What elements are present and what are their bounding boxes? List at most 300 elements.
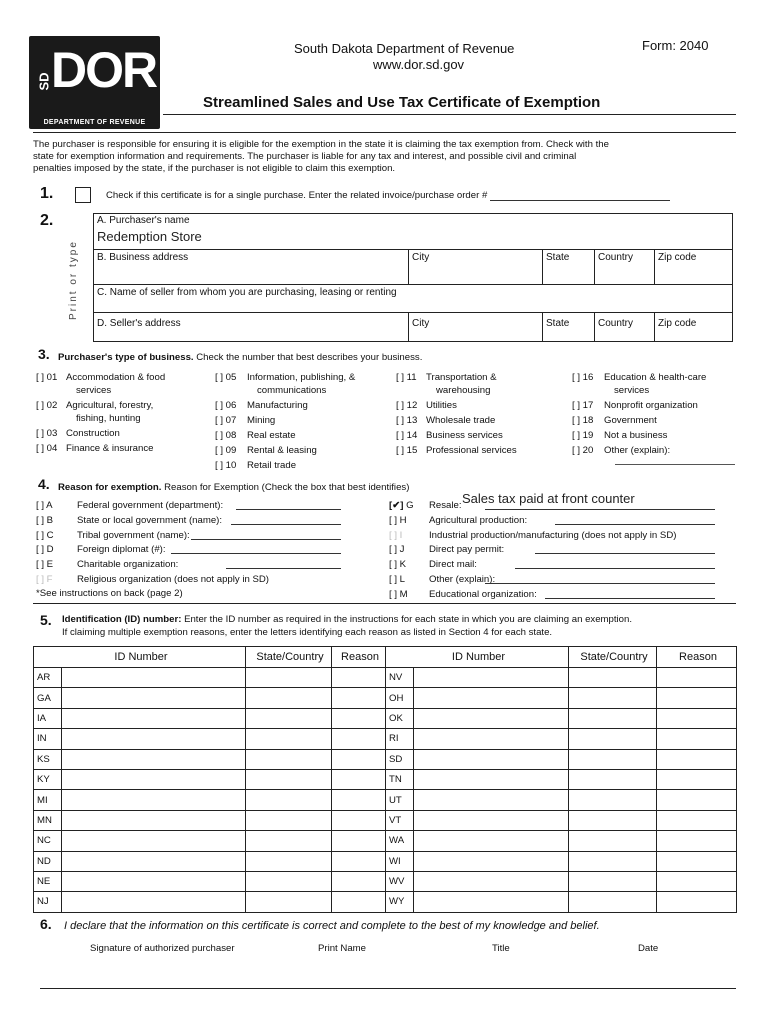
business-type-number: 05 bbox=[225, 372, 237, 383]
business-type-number: 01 bbox=[46, 372, 58, 383]
state-country-cell[interactable] bbox=[246, 688, 332, 708]
business-type-option[interactable] bbox=[36, 372, 166, 383]
print-name-label: Print Name bbox=[318, 943, 366, 954]
id-number-cell[interactable] bbox=[62, 892, 246, 912]
exemption-letter: K bbox=[399, 559, 407, 571]
id-number-cell[interactable] bbox=[414, 892, 569, 912]
state-code: IN bbox=[34, 729, 62, 749]
business-type-label: Construction bbox=[66, 428, 120, 439]
business-type-checkbox[interactable]: [ ] bbox=[396, 400, 404, 411]
business-type-option[interactable] bbox=[36, 400, 154, 411]
exemption-checkbox[interactable]: [ ] bbox=[389, 559, 397, 571]
business-type-label: Other (explain): bbox=[604, 445, 671, 456]
reason-cell[interactable] bbox=[657, 729, 737, 749]
state-country-cell[interactable] bbox=[569, 668, 657, 688]
reason-cell[interactable] bbox=[657, 668, 737, 688]
exemption-option-c[interactable] bbox=[36, 529, 190, 541]
cell-divider bbox=[594, 312, 595, 341]
row-divider bbox=[94, 249, 732, 250]
business-type-label: Professional services bbox=[426, 445, 517, 456]
id-table-row bbox=[34, 851, 737, 871]
reason-cell[interactable] bbox=[332, 749, 386, 769]
section-4-subtitle: Reason for Exemption (Check the box that best identifies) bbox=[164, 482, 410, 493]
state-country-cell[interactable] bbox=[569, 871, 657, 891]
id-number-cell[interactable] bbox=[62, 831, 246, 851]
signature-line[interactable] bbox=[40, 988, 736, 989]
exemption-checkbox[interactable]: [ ] bbox=[389, 574, 397, 585]
section-5-line-1 bbox=[62, 614, 632, 625]
single-purchase-text: Check if this certificate is for a single purchase. Enter the related invoice/purchase order # bbox=[106, 190, 488, 201]
section-4-title: Reason for exemption. bbox=[58, 482, 162, 493]
exemption-checkbox[interactable]: [ ] bbox=[36, 529, 44, 541]
section-3-subtitle: Check the number that best describes your business. bbox=[196, 352, 423, 363]
business-type-option[interactable] bbox=[396, 430, 503, 441]
business-type-option[interactable] bbox=[572, 445, 671, 456]
state-code: OH bbox=[386, 688, 414, 708]
business-type-label-cont: services bbox=[76, 385, 112, 396]
id-number-cell[interactable] bbox=[62, 769, 246, 789]
business-type-checkbox[interactable]: [ ] bbox=[572, 445, 580, 456]
business-type-option[interactable] bbox=[215, 460, 297, 471]
business-type-label-cont: fishing, hunting bbox=[76, 413, 141, 424]
id-table-header bbox=[34, 647, 737, 668]
cell-divider bbox=[542, 312, 543, 341]
business-type-checkbox[interactable]: [ ] bbox=[215, 415, 223, 426]
state-code: KY bbox=[34, 769, 62, 789]
exemption-blank[interactable] bbox=[226, 559, 341, 569]
reason-cell[interactable] bbox=[332, 871, 386, 891]
business-type-label: Nonprofit organization bbox=[604, 400, 698, 411]
exemption-letter: A bbox=[46, 500, 53, 511]
business-type-checkbox[interactable]: [ ] bbox=[215, 460, 223, 471]
exemption-letter: M bbox=[399, 588, 408, 600]
exemption-blank[interactable] bbox=[236, 500, 341, 510]
exemption-label: Religious organization (does not apply in SD) bbox=[77, 574, 269, 585]
reason-cell[interactable] bbox=[657, 790, 737, 810]
business-type-option[interactable] bbox=[36, 443, 154, 454]
dor-logo bbox=[29, 36, 160, 129]
exemption-label: Foreign diplomat (#): bbox=[77, 544, 166, 556]
state-country-cell[interactable] bbox=[569, 729, 657, 749]
exemption-label: Educational organization: bbox=[429, 588, 537, 600]
reason-cell[interactable] bbox=[332, 892, 386, 912]
business-type-label: Utilities bbox=[426, 400, 457, 411]
state-code: MI bbox=[34, 790, 62, 810]
section-3-heading bbox=[58, 352, 422, 363]
exemption-checkbox[interactable]: [ ] bbox=[36, 500, 44, 511]
state-country-cell[interactable] bbox=[569, 708, 657, 728]
title-label: Title bbox=[492, 943, 510, 954]
state-country-cell[interactable] bbox=[569, 810, 657, 830]
section-5-text-2: If claiming multiple exemption reasons, enter the letters identifying each reason as listed in Section 4 for each state. bbox=[62, 627, 553, 638]
id-number-cell[interactable] bbox=[414, 831, 569, 851]
exemption-option-i[interactable] bbox=[389, 529, 677, 541]
business-type-option[interactable] bbox=[215, 400, 308, 411]
instructions-note: *See instructions on back (page 2) bbox=[36, 588, 183, 599]
business-type-number: 10 bbox=[225, 460, 237, 471]
business-type-checkbox[interactable]: [ ] bbox=[215, 400, 223, 411]
id-number-cell[interactable] bbox=[62, 749, 246, 769]
id-number-cell[interactable] bbox=[62, 688, 246, 708]
reason-cell[interactable] bbox=[332, 851, 386, 871]
state-code: NE bbox=[34, 871, 62, 891]
exemption-checkbox[interactable]: [ ] bbox=[36, 544, 44, 556]
state-country-cell[interactable] bbox=[569, 749, 657, 769]
business-type-checkbox[interactable]: [ ] bbox=[396, 445, 404, 456]
id-number-cell[interactable] bbox=[414, 749, 569, 769]
state-country-cell[interactable] bbox=[246, 790, 332, 810]
exemption-option-l[interactable] bbox=[389, 574, 496, 585]
id-table-row bbox=[34, 729, 737, 749]
business-type-number: 18 bbox=[582, 415, 594, 426]
business-type-label: Education & health-care bbox=[604, 372, 707, 383]
exemption-letter: L bbox=[399, 574, 406, 585]
exemption-checkbox[interactable]: [✔] bbox=[389, 500, 404, 511]
purchaser-name-value[interactable]: Redemption Store bbox=[97, 229, 202, 244]
form-title: Streamlined Sales and Use Tax Certificate of Exemption bbox=[203, 94, 601, 111]
business-type-label: Accommodation & food bbox=[66, 372, 166, 383]
business-type-checkbox[interactable]: [ ] bbox=[572, 430, 580, 441]
exemption-letter: B bbox=[46, 514, 54, 526]
row-divider bbox=[94, 312, 732, 313]
business-type-number: 03 bbox=[46, 428, 58, 439]
exemption-label: Charitable organization: bbox=[77, 559, 179, 571]
business-type-option[interactable] bbox=[572, 430, 668, 441]
state-code: NV bbox=[386, 668, 414, 688]
exemption-blank[interactable] bbox=[535, 544, 715, 554]
exemption-blank[interactable] bbox=[485, 574, 715, 584]
id-number-cell[interactable] bbox=[414, 769, 569, 789]
business-type-number: 14 bbox=[406, 430, 418, 441]
business-type-option[interactable] bbox=[396, 400, 457, 411]
exemption-letter: J bbox=[399, 544, 405, 556]
exemption-option-j[interactable] bbox=[389, 544, 505, 556]
reason-cell[interactable] bbox=[332, 668, 386, 688]
id-number-table bbox=[33, 646, 737, 913]
id-table-row bbox=[34, 688, 737, 708]
exemption-checkbox[interactable]: [ ] bbox=[389, 514, 397, 526]
state-country-cell[interactable] bbox=[246, 749, 332, 769]
state-code: KS bbox=[34, 749, 62, 769]
exemption-option-m[interactable] bbox=[389, 588, 537, 600]
id-number-cell[interactable] bbox=[62, 668, 246, 688]
form-number: Form: 2040 bbox=[642, 38, 709, 53]
business-type-checkbox[interactable]: [ ] bbox=[572, 415, 580, 426]
business-type-checkbox[interactable]: [ ] bbox=[396, 372, 404, 383]
exemption-option-e[interactable] bbox=[36, 559, 179, 571]
business-type-option[interactable] bbox=[572, 400, 698, 411]
intro-line-1: The purchaser is responsible for ensuring it is eligible for the exemption in the state it is claiming the tax exemption from. Check with the bbox=[33, 139, 609, 150]
id-number-cell[interactable] bbox=[414, 871, 569, 891]
exemption-label: Other (explain): bbox=[429, 574, 496, 585]
state-country-cell[interactable] bbox=[246, 892, 332, 912]
seller-city-label: City bbox=[412, 318, 430, 329]
id-table-row bbox=[34, 810, 737, 830]
reason-cell[interactable] bbox=[332, 708, 386, 728]
cell-divider bbox=[654, 249, 655, 284]
exemption-label: Resale: bbox=[429, 500, 462, 511]
business-type-checkbox[interactable]: [ ] bbox=[215, 372, 223, 383]
section-5-text-1: Enter the ID number as required in the instructions for each state in which you are claiming an exemption. bbox=[184, 614, 633, 625]
state-code: SD bbox=[386, 749, 414, 769]
state-code: WA bbox=[386, 831, 414, 851]
business-city-label: City bbox=[412, 252, 430, 263]
state-code: UT bbox=[386, 790, 414, 810]
business-type-checkbox[interactable]: [ ] bbox=[36, 428, 44, 439]
id-table-row bbox=[34, 831, 737, 851]
reason-cell[interactable] bbox=[657, 871, 737, 891]
reason-cell[interactable] bbox=[657, 749, 737, 769]
id-number-cell[interactable] bbox=[414, 668, 569, 688]
state-country-cell[interactable] bbox=[246, 851, 332, 871]
exemption-blank[interactable] bbox=[555, 515, 715, 525]
reason-cell[interactable] bbox=[657, 708, 737, 728]
exemption-checkbox[interactable]: [ ] bbox=[36, 514, 44, 526]
business-type-checkbox[interactable]: [ ] bbox=[36, 443, 44, 454]
business-type-checkbox[interactable]: [ ] bbox=[396, 415, 404, 426]
business-type-label: Retail trade bbox=[247, 460, 297, 471]
id-number-cell[interactable] bbox=[414, 851, 569, 871]
id-number-cell[interactable] bbox=[62, 708, 246, 728]
exemption-letter: D bbox=[46, 544, 54, 556]
reason-cell[interactable] bbox=[657, 688, 737, 708]
cell-divider bbox=[594, 249, 595, 284]
invoice-number-field[interactable] bbox=[490, 191, 670, 201]
reason-cell[interactable] bbox=[332, 729, 386, 749]
id-number-cell[interactable] bbox=[62, 810, 246, 830]
business-type-option[interactable] bbox=[572, 415, 657, 426]
section-6-number: 6. bbox=[40, 916, 52, 932]
exemption-option-d[interactable] bbox=[36, 544, 166, 556]
id-number-cell[interactable] bbox=[62, 729, 246, 749]
state-code: NJ bbox=[34, 892, 62, 912]
id-number-cell[interactable] bbox=[62, 851, 246, 871]
business-type-number: 19 bbox=[582, 430, 594, 441]
business-type-checkbox[interactable]: [ ] bbox=[396, 430, 404, 441]
state-code: IA bbox=[34, 708, 62, 728]
id-table-row bbox=[34, 769, 737, 789]
exemption-option-f[interactable] bbox=[36, 574, 269, 585]
business-type-label: Government bbox=[604, 415, 657, 426]
business-type-label: Finance & insurance bbox=[66, 443, 154, 454]
seller-state-label: State bbox=[546, 318, 570, 329]
header-rule-2 bbox=[33, 132, 736, 133]
section-4-number: 4. bbox=[38, 476, 50, 492]
state-code: VT bbox=[386, 810, 414, 830]
id-number-cell[interactable] bbox=[414, 708, 569, 728]
business-type-checkbox[interactable]: [ ] bbox=[572, 372, 580, 383]
section-4-rule bbox=[33, 603, 736, 604]
exemption-option-k[interactable] bbox=[389, 559, 477, 571]
business-type-number: 02 bbox=[46, 400, 58, 411]
state-code: WI bbox=[386, 851, 414, 871]
business-address-label: B. Business address bbox=[97, 252, 189, 263]
state-country-cell[interactable] bbox=[246, 831, 332, 851]
state-country-cell[interactable] bbox=[246, 729, 332, 749]
cell-divider bbox=[654, 312, 655, 341]
exemption-blank[interactable] bbox=[171, 544, 341, 554]
state-code: ND bbox=[34, 851, 62, 871]
id-table-row bbox=[34, 749, 737, 769]
business-type-option[interactable] bbox=[215, 430, 296, 441]
exemption-blank[interactable] bbox=[191, 530, 341, 540]
exemption-letter: F bbox=[46, 574, 53, 585]
exemption-blank[interactable] bbox=[545, 589, 715, 599]
id-number-cell[interactable] bbox=[414, 729, 569, 749]
business-type-option[interactable] bbox=[215, 415, 276, 426]
business-type-number: 11 bbox=[406, 372, 417, 383]
state-country-cell[interactable] bbox=[569, 892, 657, 912]
business-type-number: 20 bbox=[582, 445, 594, 456]
business-type-number: 15 bbox=[406, 445, 418, 456]
exemption-checkbox[interactable]: [ ] bbox=[36, 574, 44, 585]
business-type-option[interactable] bbox=[36, 428, 120, 439]
exemption-letter: G bbox=[406, 500, 414, 511]
reason-cell[interactable] bbox=[657, 892, 737, 912]
exemption-letter: C bbox=[46, 529, 54, 541]
exemption-label: Federal government (department): bbox=[77, 500, 224, 511]
exemption-blank[interactable] bbox=[231, 515, 341, 525]
state-country-cell[interactable] bbox=[569, 831, 657, 851]
exemption-letter: I bbox=[399, 529, 403, 541]
id-number-cell[interactable] bbox=[414, 790, 569, 810]
intro-line-2: state for exemption information and requirements. The purchaser is liable for any tax and interest, and possible civil and criminal bbox=[33, 151, 577, 162]
declaration-text: I declare that the information on this certificate is correct and complete to the best of my knowledge and belief. bbox=[64, 920, 600, 932]
exemption-label: Direct pay permit: bbox=[429, 544, 505, 556]
business-type-option[interactable] bbox=[396, 415, 496, 426]
business-type-label: Transportation & bbox=[426, 372, 497, 383]
website: www.dor.sd.gov bbox=[373, 57, 465, 72]
reason-cell[interactable] bbox=[332, 790, 386, 810]
exemption-letter: H bbox=[399, 514, 407, 526]
state-country-header: State/Country bbox=[246, 647, 332, 668]
state-country-cell[interactable] bbox=[246, 871, 332, 891]
state-country-cell[interactable] bbox=[246, 668, 332, 688]
seller-name-label: C. Name of seller from whom you are purchasing, leasing or renting bbox=[97, 287, 397, 298]
purchaser-info-box bbox=[93, 213, 733, 342]
business-type-option[interactable] bbox=[572, 372, 707, 383]
business-type-label: Business services bbox=[426, 430, 503, 441]
business-type-option[interactable] bbox=[396, 445, 517, 456]
cell-divider bbox=[408, 312, 409, 341]
single-purchase-checkbox[interactable] bbox=[75, 187, 91, 203]
reason-cell[interactable] bbox=[657, 851, 737, 871]
business-type-label: Information, publishing, & bbox=[247, 372, 356, 383]
print-or-type-label: Print or type bbox=[68, 240, 79, 320]
cell-divider bbox=[408, 249, 409, 284]
business-type-number: 17 bbox=[582, 400, 594, 411]
other-explain-line[interactable] bbox=[615, 464, 735, 465]
state-code: GA bbox=[34, 688, 62, 708]
exemption-checkbox[interactable]: [ ] bbox=[389, 588, 397, 600]
header-rule bbox=[163, 114, 736, 115]
business-type-option[interactable] bbox=[215, 372, 356, 383]
business-type-checkbox[interactable]: [ ] bbox=[36, 400, 44, 411]
reason-cell[interactable] bbox=[332, 810, 386, 830]
business-type-option[interactable] bbox=[215, 445, 317, 456]
state-code: RI bbox=[386, 729, 414, 749]
reason-cell[interactable] bbox=[332, 688, 386, 708]
state-code: WV bbox=[386, 871, 414, 891]
state-country-cell[interactable] bbox=[246, 810, 332, 830]
state-country-cell[interactable] bbox=[246, 708, 332, 728]
section-2-number: 2. bbox=[40, 212, 54, 229]
business-type-number: 06 bbox=[225, 400, 237, 411]
business-type-number: 12 bbox=[406, 400, 418, 411]
id-number-cell[interactable] bbox=[414, 810, 569, 830]
id-table-row bbox=[34, 790, 737, 810]
business-type-option[interactable] bbox=[396, 372, 497, 383]
reason-cell[interactable] bbox=[332, 769, 386, 789]
exemption-option-b[interactable] bbox=[36, 514, 223, 526]
seller-zip-label: Zip code bbox=[658, 318, 697, 329]
exemption-checkbox[interactable]: [ ] bbox=[36, 559, 44, 571]
reason-cell[interactable] bbox=[657, 831, 737, 851]
business-type-label: Wholesale trade bbox=[426, 415, 496, 426]
exemption-option-h[interactable] bbox=[389, 514, 528, 526]
agency-name: South Dakota Department of Revenue bbox=[294, 41, 515, 56]
state-code: MN bbox=[34, 810, 62, 830]
reason-cell[interactable] bbox=[332, 831, 386, 851]
exemption-checkbox[interactable]: [ ] bbox=[389, 529, 397, 541]
exemption-label: Industrial production/manufacturing (does not apply in SD) bbox=[429, 529, 677, 541]
id-number-cell[interactable] bbox=[62, 871, 246, 891]
state-country-cell[interactable] bbox=[569, 688, 657, 708]
exemption-option-a[interactable] bbox=[36, 500, 224, 511]
business-type-label: Mining bbox=[247, 415, 276, 426]
id-number-cell[interactable] bbox=[414, 688, 569, 708]
id-table-row bbox=[34, 668, 737, 688]
state-code: TN bbox=[386, 769, 414, 789]
business-type-label: Agricultural, forestry, bbox=[66, 400, 154, 411]
logo-dept-text: DEPARTMENT OF REVENUE bbox=[43, 119, 146, 126]
state-country-cell[interactable] bbox=[246, 769, 332, 789]
id-number-cell[interactable] bbox=[62, 790, 246, 810]
business-type-label: Manufacturing bbox=[247, 400, 308, 411]
business-type-label: Not a business bbox=[604, 430, 668, 441]
id-table-row bbox=[34, 708, 737, 728]
business-type-label-cont: services bbox=[614, 385, 650, 396]
exemption-letter: E bbox=[46, 559, 54, 571]
section-5-title: Identification (ID) number: bbox=[62, 614, 182, 625]
section-4-heading bbox=[58, 482, 409, 493]
business-type-label: Rental & leasing bbox=[247, 445, 317, 456]
reason-cell[interactable] bbox=[657, 810, 737, 830]
business-type-number: 07 bbox=[225, 415, 237, 426]
exemption-blank[interactable] bbox=[515, 559, 715, 569]
business-type-label: Real estate bbox=[247, 430, 296, 441]
business-type-checkbox[interactable]: [ ] bbox=[215, 430, 223, 441]
reason-cell[interactable] bbox=[657, 769, 737, 789]
business-type-checkbox[interactable]: [ ] bbox=[572, 400, 580, 411]
signature-label: Signature of authorized purchaser bbox=[90, 943, 235, 954]
exemption-option-g[interactable] bbox=[389, 500, 462, 511]
id-table-row bbox=[34, 871, 737, 891]
business-type-checkbox[interactable]: [ ] bbox=[215, 445, 223, 456]
state-country-cell[interactable] bbox=[569, 769, 657, 789]
logo-sd-text: SD bbox=[36, 72, 52, 91]
exemption-label: Tribal government (name): bbox=[77, 529, 190, 541]
id-number-header: ID Number bbox=[34, 647, 246, 668]
exemption-checkbox[interactable]: [ ] bbox=[389, 544, 397, 556]
business-type-label-cont: communications bbox=[257, 385, 327, 396]
state-country-cell[interactable] bbox=[569, 851, 657, 871]
resale-value[interactable]: Sales tax paid at front counter bbox=[462, 491, 635, 506]
state-country-cell[interactable] bbox=[569, 790, 657, 810]
business-type-checkbox[interactable]: [ ] bbox=[36, 372, 44, 383]
seller-country-label: Country bbox=[598, 318, 634, 329]
business-type-number: 13 bbox=[406, 415, 418, 426]
